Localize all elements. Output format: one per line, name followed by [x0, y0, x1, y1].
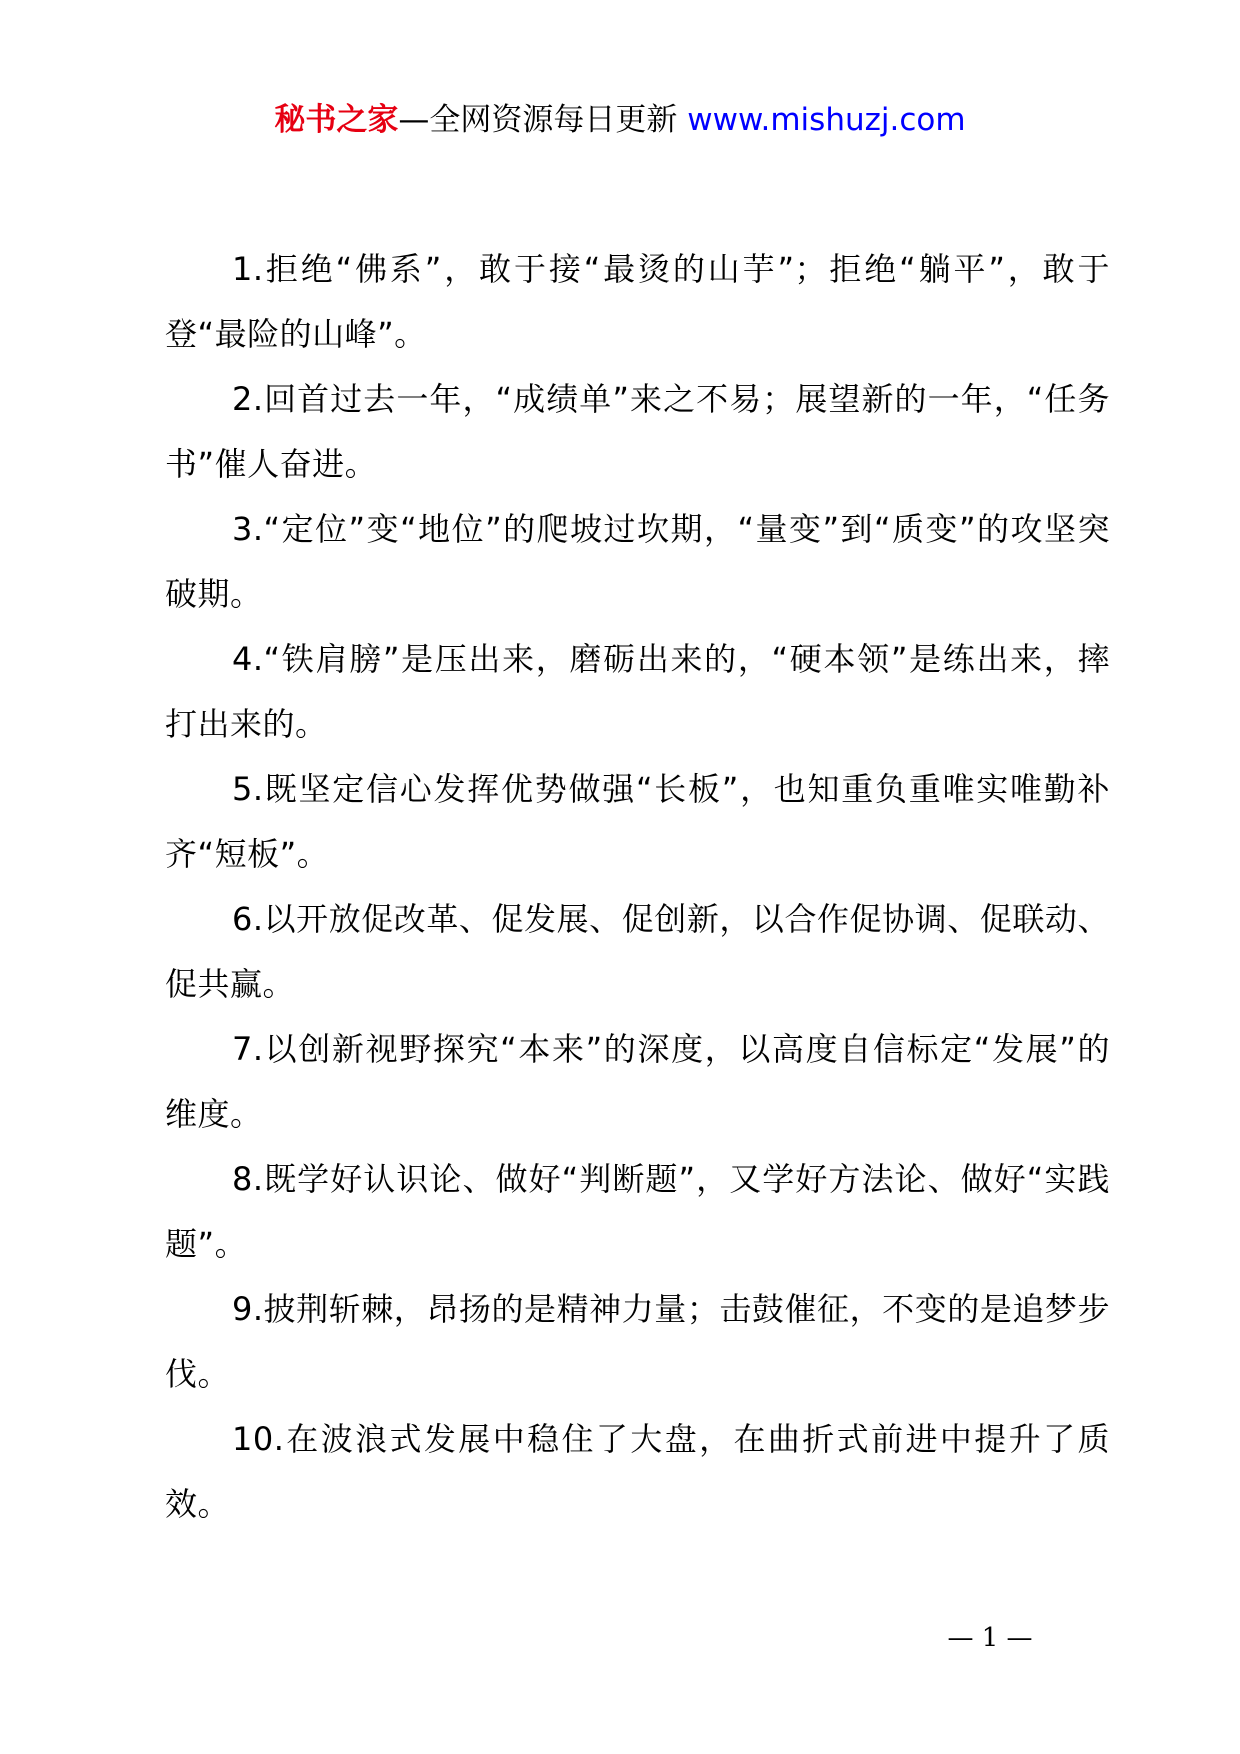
document-body: [165, 237, 1110, 1537]
paragraph-4: 4.“铁肩膀”是压出来，磨砺出来的，“硬本领”是练出来，摔打出来的。: [165, 640, 1110, 743]
paragraph-9: 9.披荆斩棘，昂扬的是精神力量；击鼓催征，不变的是追梦步伐。: [165, 1290, 1110, 1393]
paragraph-8: 8.既学好认识论、做好“判断题”，又学好方法论、做好“实践题”。: [165, 1160, 1110, 1263]
paragraph-3: 3.“定位”变“地位”的爬坡过坎期，“量变”到“质变”的攻坚突破期。: [165, 510, 1110, 613]
site-tagline: —全网资源每日更新: [398, 102, 688, 138]
paragraph-6: 6.以开放促改革、促发展、促创新，以合作促协调、促联动、促共赢。: [165, 900, 1110, 1003]
page-header: [0, 98, 1240, 142]
paragraph-1: 1.拒绝“佛系”，敢于接“最烫的山芋”；拒绝“躺平”，敢于登“最险的山峰”。: [165, 250, 1110, 353]
site-brand: 秘书之家: [274, 102, 399, 138]
paragraph-5: 5.既坚定信心发挥优势做强“长板”，也知重负重唯实唯勤补齐“短板”。: [165, 770, 1110, 873]
paragraph-2: 2.回首过去一年，“成绩单”来之不易；展望新的一年，“任务书”催人奋进。: [165, 380, 1110, 483]
site-url-link[interactable]: www.mishuzj.com: [687, 102, 966, 138]
page-number: — 1 —: [947, 1623, 1033, 1653]
paragraph-7: 7.以创新视野探究“本来”的深度，以高度自信标定“发展”的维度。: [165, 1030, 1110, 1133]
paragraph-10: 10.在波浪式发展中稳住了大盘，在曲折式前进中提升了质效。: [165, 1420, 1110, 1523]
